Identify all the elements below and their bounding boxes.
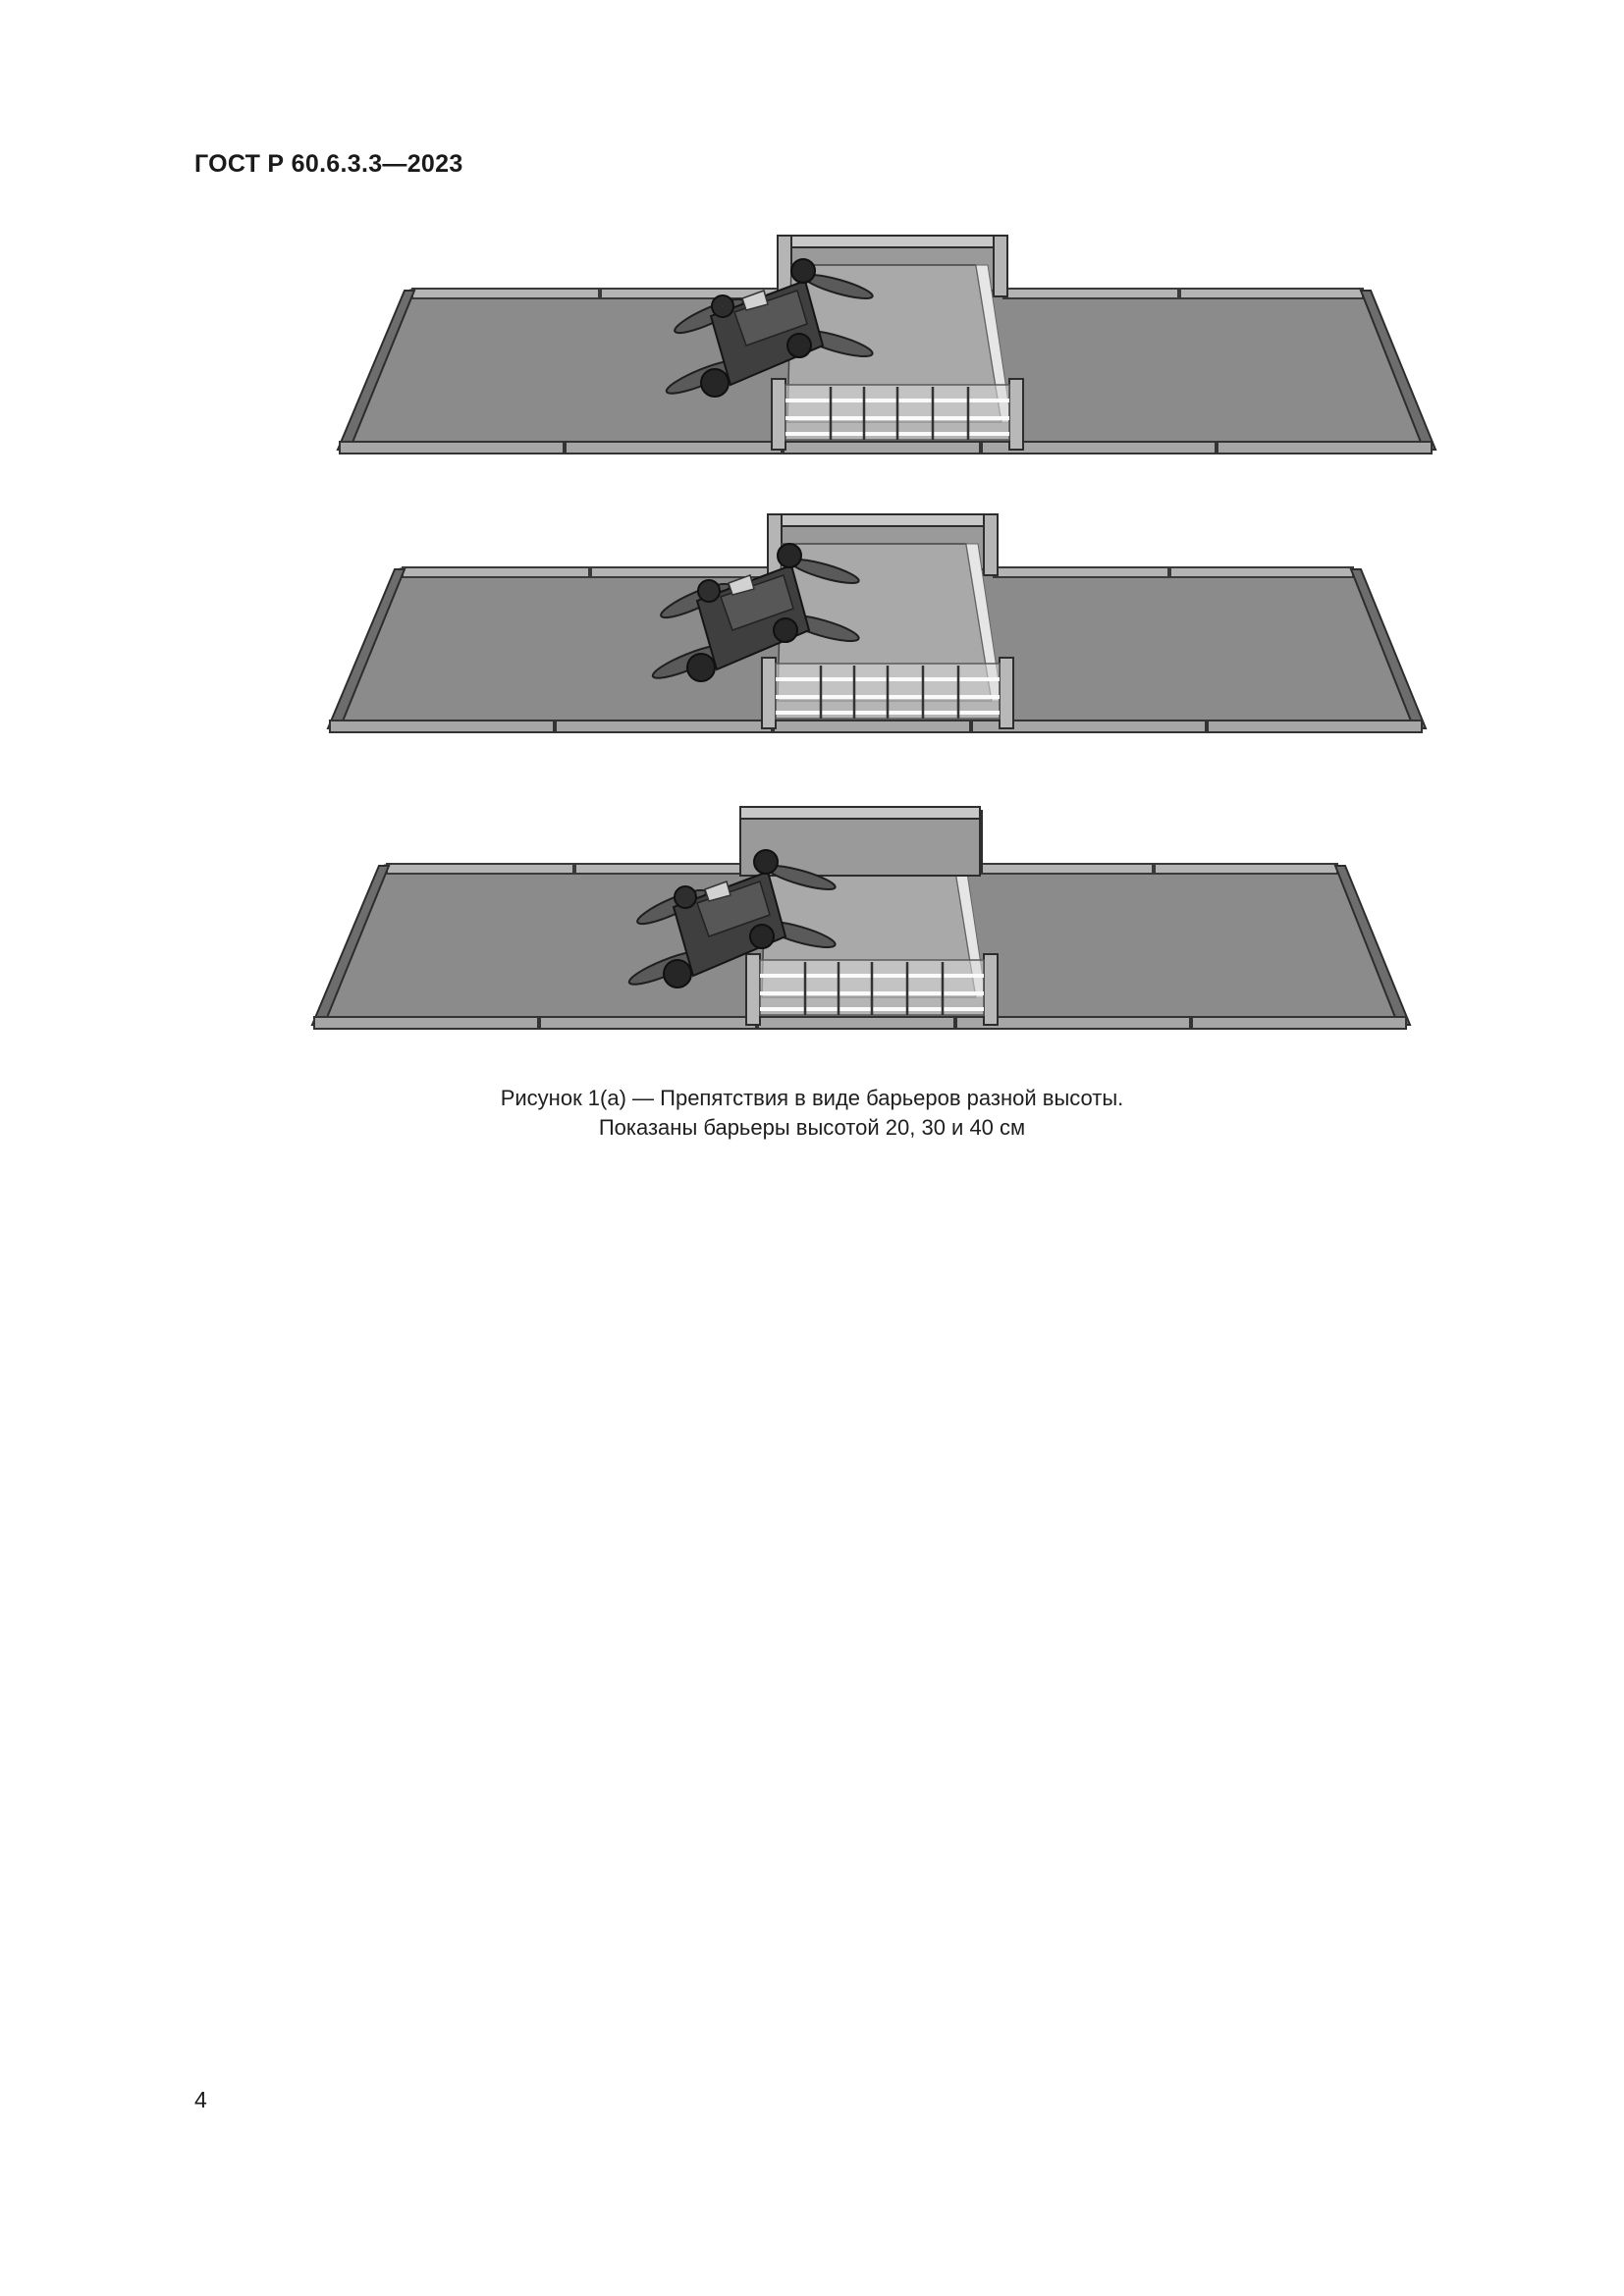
page-number: 4 [194, 2087, 207, 2112]
scene-barrier-30cm [328, 514, 1426, 732]
figure-caption-line-2: Показаны барьеры высотой 20, 30 и 40 см [598, 1115, 1026, 1140]
figure-caption [0, 1084, 1624, 1143]
figure-barrier-obstacles [0, 0, 1624, 1080]
scene-barrier-40cm [312, 807, 1410, 1029]
scene-barrier-20cm [338, 236, 1435, 454]
figure-caption-line-1: Рисунок 1(а) — Препятствия в виде барьеров разной высоты. [500, 1086, 1124, 1110]
document-code-header: ГОСТ Р 60.6.3.3—2023 [194, 150, 463, 178]
